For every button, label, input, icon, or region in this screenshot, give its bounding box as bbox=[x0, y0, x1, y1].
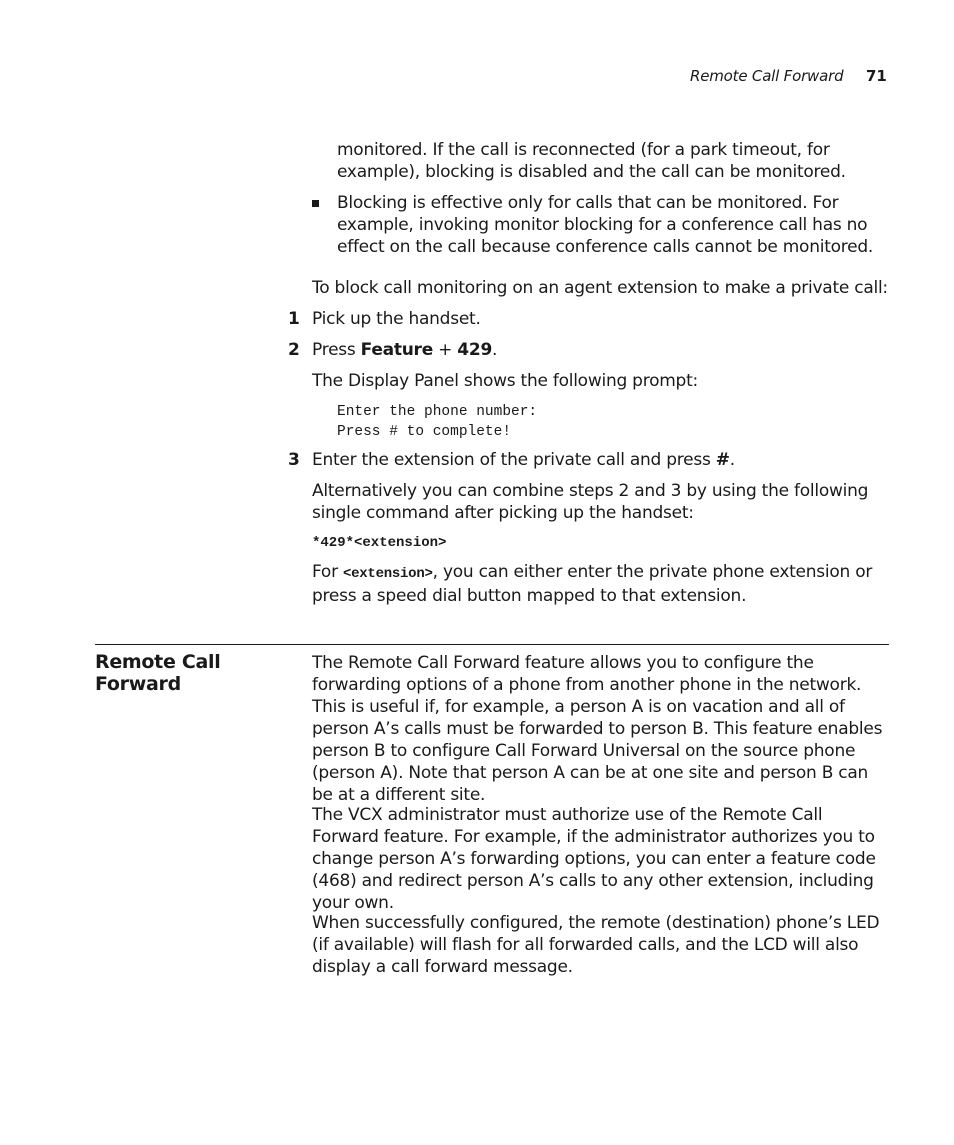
section-paragraph: The Remote Call Forward feature allows you to configure the forwarding options of a phone from another phone in the network. This is useful if, for example, a person A is on vacation and all of person A’s calls must be forwarded to person B. This feature enables person B to configure Call Forward Universal on the source phone (person A). Note that person A can be at one site and person B can be at a different site. bbox=[312, 653, 883, 805]
continued-paragraph: monitored. If the call is reconnected (for a park timeout, for example), blocking is disabled and the call can be monitored. bbox=[337, 140, 846, 182]
display-note: The Display Panel shows the following prompt: bbox=[312, 371, 698, 391]
display-prompt bbox=[337, 402, 537, 442]
page-number: 71 bbox=[866, 67, 887, 85]
prompt-line: Enter the phone number: bbox=[337, 404, 538, 420]
step-text: Pick up the handset. bbox=[312, 309, 481, 329]
step-number: 3 bbox=[288, 450, 300, 470]
step-number: 2 bbox=[288, 340, 300, 360]
procedure-lead: To block call monitoring on an agent extension to make a private call: bbox=[312, 278, 888, 298]
command-code: *429*<extension> bbox=[312, 535, 447, 551]
bullet-marker bbox=[312, 200, 319, 207]
alternative-note: Alternatively you can combine steps 2 and 3 by using the following single command after picking up the handset: bbox=[312, 481, 869, 523]
section-paragraph: When successfully configured, the remote (destination) phone’s LED (if available) will flash for all forwarded calls, and the LCD will also display a call forward message. bbox=[312, 913, 880, 977]
step-text: Enter the extension of the private call and press #. bbox=[312, 450, 735, 470]
prompt-line: Press # to complete! bbox=[337, 424, 512, 440]
header-title: Remote Call Forward bbox=[690, 67, 844, 85]
section-divider bbox=[95, 644, 889, 645]
section-paragraph: The VCX administrator must authorize use of the Remote Call Forward feature. For example, if the administrator authorizes you to change person A’s forwarding options, you can enter a feature code (468) and redirect person A’s calls to any other extension, including your own. bbox=[312, 805, 876, 913]
extension-note: For <extension>, you can either enter the private phone extension or press a speed dial button mapped to that extension. bbox=[312, 562, 873, 606]
section-title: Remote Call Forward bbox=[95, 651, 221, 695]
bullet-text: Blocking is effective only for calls that can be monitored. For example, invoking monitor blocking for a conference call has no effect on the call because conference calls cannot be monitored. bbox=[337, 193, 874, 257]
step-number: 1 bbox=[288, 309, 300, 329]
step-text: Press Feature + 429. bbox=[312, 340, 498, 360]
